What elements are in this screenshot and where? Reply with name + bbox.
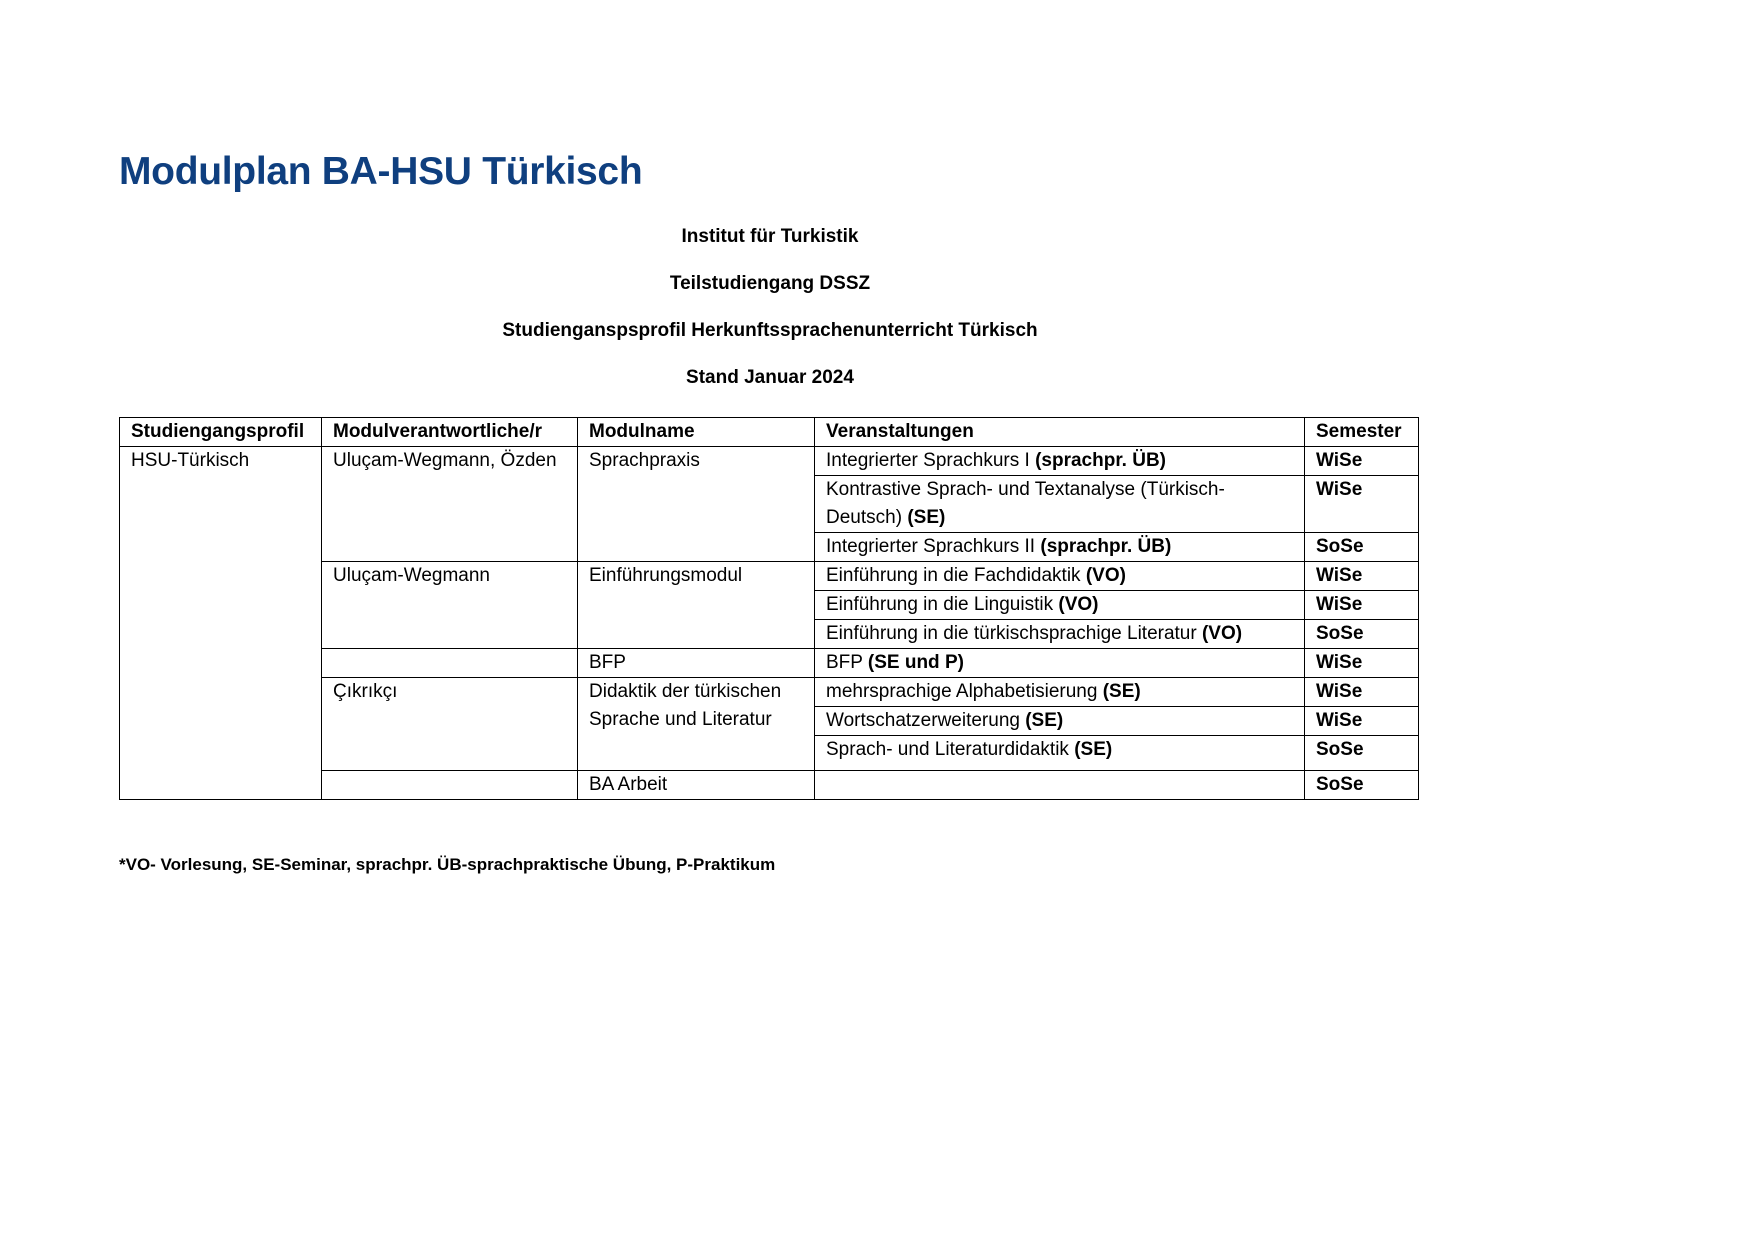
semester-cell: WiSe <box>1305 678 1419 707</box>
semester-cell: SoSe <box>1305 771 1419 800</box>
header-courses: Veranstaltungen <box>815 418 1305 447</box>
header-responsible: Modulverantwortliche/r <box>322 418 578 447</box>
course-name: Einführung in die Linguistik <box>826 594 1059 615</box>
course-name: mehrsprachige Alphabetisierung <box>826 681 1103 702</box>
course-type: (SE) <box>1102 681 1141 702</box>
course-type: (VO) <box>1058 594 1099 615</box>
course-name: Integrierter Sprachkurs II <box>826 536 1041 557</box>
footnote: *VO- Vorlesung, SE-Seminar, sprachpr. ÜB-sprachpraktische Übung, P-Praktikum <box>119 855 776 874</box>
subtitle-block <box>119 226 1421 414</box>
course-name: Einführung in die Fachdidaktik <box>826 565 1086 586</box>
course-type: (SE und P) <box>867 652 964 673</box>
header-module: Modulname <box>578 418 815 447</box>
semester-cell: WiSe <box>1305 447 1419 476</box>
responsible-cell <box>322 771 578 800</box>
header-semester: Semester <box>1305 418 1419 447</box>
course-cell <box>815 447 1305 476</box>
semester-cell: SoSe <box>1305 736 1419 771</box>
course-cell <box>815 562 1305 591</box>
course-cell <box>815 678 1305 707</box>
module-cell: BFP <box>578 649 815 678</box>
semester-cell: WiSe <box>1305 649 1419 678</box>
course-name: Wortschatzerweiterung <box>826 710 1026 731</box>
subtitle-institute: Institut für Turkistik <box>681 226 859 247</box>
responsible-cell: Uluçam-Wegmann, Özden <box>322 447 578 562</box>
subtitle-program: Teilstudiengang DSSZ <box>669 273 871 294</box>
course-type: (sprachpr. ÜB) <box>1040 536 1172 557</box>
course-cell <box>815 707 1305 736</box>
course-cell <box>815 736 1305 771</box>
responsible-cell: Uluçam-Wegmann <box>322 562 578 649</box>
course-type: (SE) <box>907 507 946 528</box>
course-type: (VO) <box>1201 623 1243 644</box>
course-type: (sprachpr. ÜB) <box>1035 450 1167 471</box>
course-cell <box>815 649 1305 678</box>
course-type: (SE) <box>1074 739 1113 760</box>
responsible-cell: Çıkrıkçı <box>322 678 578 771</box>
course-name: Integrierter Sprachkurs I <box>826 450 1036 471</box>
page-title: Modulplan BA-HSU Türkisch <box>119 150 643 193</box>
profile-cell: HSU-Türkisch <box>120 447 322 800</box>
module-cell: BA Arbeit <box>578 771 815 800</box>
module-cell: Didaktik der türkischen Sprache und Literatur <box>578 678 815 771</box>
module-cell: Einführungsmodul <box>578 562 815 649</box>
module-cell: Sprachpraxis <box>578 447 815 562</box>
semester-cell: WiSe <box>1305 562 1419 591</box>
course-name: Kontrastive Sprach- und Textanalyse (Türkisch-Deutsch) <box>826 479 1225 528</box>
responsible-cell <box>322 649 578 678</box>
course-name: Sprach- und Literaturdidaktik <box>826 739 1075 760</box>
course-type: (VO) <box>1085 565 1126 586</box>
course-name: Einführung in die türkischsprachige Literatur <box>826 623 1202 644</box>
course-type: (SE) <box>1025 710 1064 731</box>
course-cell <box>815 533 1305 562</box>
semester-cell: WiSe <box>1305 707 1419 736</box>
table-header-row <box>120 418 1419 447</box>
course-cell <box>815 476 1305 533</box>
table-row <box>120 447 1419 476</box>
semester-cell: WiSe <box>1305 476 1419 533</box>
course-name: BFP <box>826 652 868 673</box>
semester-cell: WiSe <box>1305 591 1419 620</box>
course-cell <box>815 620 1305 649</box>
subtitle-date: Stand Januar 2024 <box>686 367 854 388</box>
course-cell <box>815 771 1305 800</box>
header-profile: Studiengangsprofil <box>120 418 322 447</box>
course-cell <box>815 591 1305 620</box>
semester-cell: SoSe <box>1305 620 1419 649</box>
subtitle-profile: Studienganspsprofil Herkunftssprachenunterricht Türkisch <box>502 320 1038 341</box>
semester-cell: SoSe <box>1305 533 1419 562</box>
module-table <box>119 417 1419 800</box>
